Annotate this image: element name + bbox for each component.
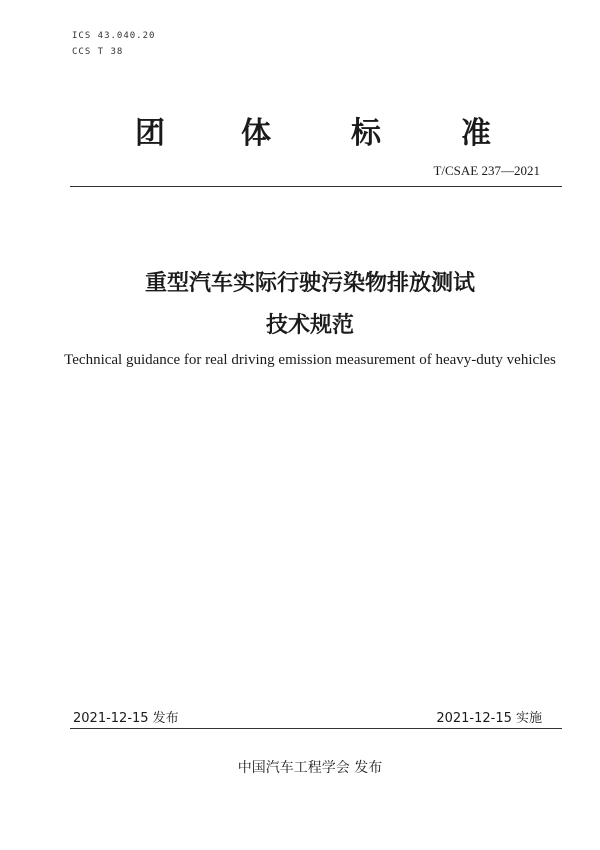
footer-divider: [70, 728, 562, 729]
standard-type-heading: [0, 108, 600, 152]
ics-code: ICS 43.040.20: [72, 31, 156, 41]
standard-type-char: 团: [135, 116, 165, 151]
ccs-code: CCS T 38: [72, 47, 124, 57]
chinese-title-line-1: 重型汽车实际行驶污染物排放测试: [144, 271, 475, 296]
standard-number: T/CSAE 237—2021: [433, 163, 540, 178]
publish-date: 2021-12-15 发布: [73, 711, 179, 726]
implementation-date: 2021-12-15 实施: [436, 711, 542, 726]
standard-type-char: 标: [351, 116, 381, 151]
english-title: Technical guidance for real driving emission measurement of heavy-duty vehicles: [64, 352, 556, 368]
header-divider: [70, 186, 562, 187]
chinese-title-line-2: 技术规范: [265, 313, 354, 338]
standard-type-char: 准: [461, 116, 491, 151]
standard-type-char: 体: [241, 116, 271, 151]
publisher: 中国汽车工程学会 发布: [237, 760, 383, 776]
